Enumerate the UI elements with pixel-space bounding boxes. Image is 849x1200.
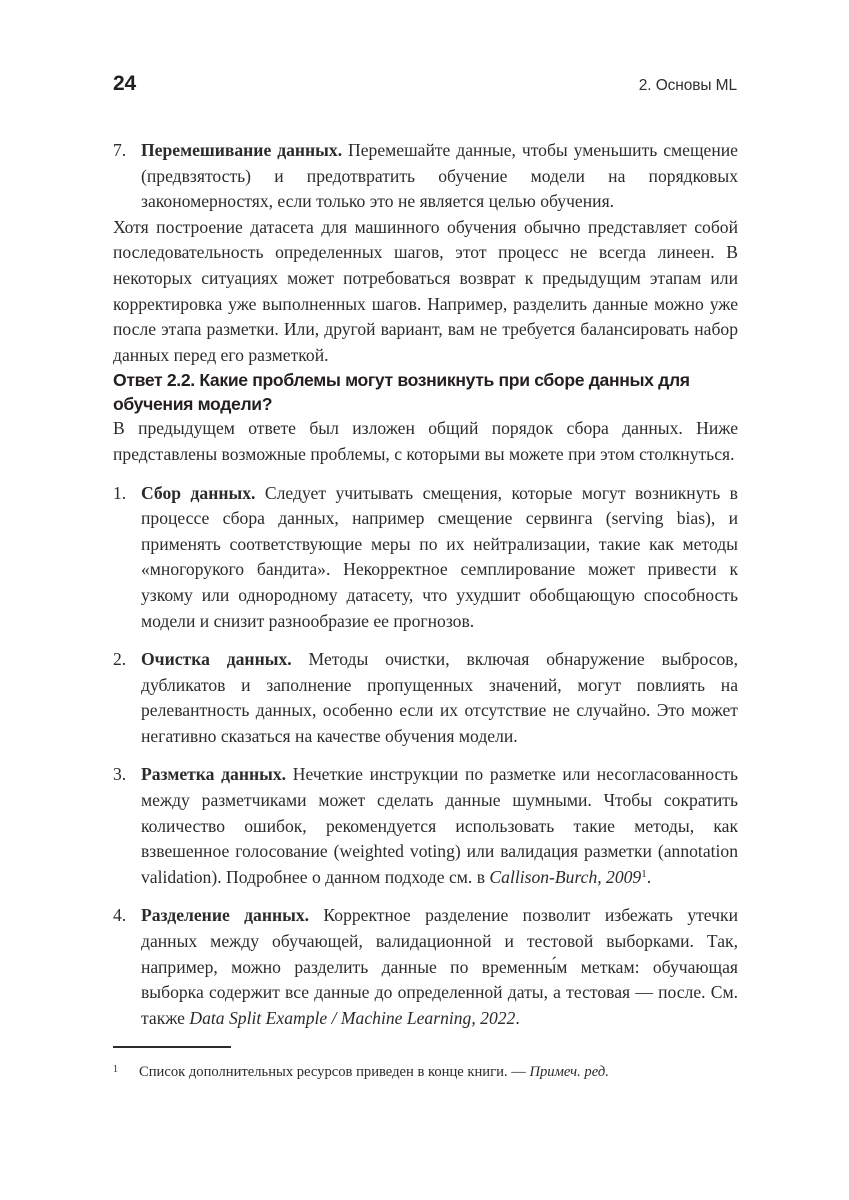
citation-reference: Callison-Burch, 2009 (489, 866, 642, 887)
table-row (113, 903, 738, 1031)
list-item-lead: Сбор данных. (141, 482, 256, 503)
text-column (113, 138, 738, 1031)
citation-reference: Data Split Example / Machine Learning, 2022 (189, 1007, 516, 1028)
list-item-text: Следует учитывать смещения, которые могут возникнуть в процессе сбора данных, например смещение сервинга (serving bias), и применять соответствующие меры по их нейтрализации, такие как методы «многорукого бандита». Некорректное семплирование может привести к узкому или однородному датасету, что ухудшит обобщающую способность модели и снизит разнообразие ее прогнозов. (141, 482, 738, 631)
footnote-number: 1 (113, 1063, 118, 1075)
list-item-text: Нечеткие инструкции по разметке или несогласованность между разметчиками может сделать данные шумными. Чтобы сократить количество ошибок, рекомендуется использовать такие методы, как взвешенное голосование (weighted voting) или валидация разметки (annotation validation). Подробнее о данном подходе см. в (141, 764, 738, 887)
list-item-number: 4. (113, 905, 127, 926)
list-item (113, 138, 738, 215)
footnote-separator-rule (113, 1046, 231, 1048)
list-item-number: 3. (113, 764, 127, 785)
footnote-entry (113, 1062, 738, 1082)
list-item-text: Методы очистки, включая обнаружение выбросов, дубликатов и заполнение пропущенных значений, могут повлиять на релевантность данных, особенно если их отсутствие не случайно. Это может негативно сказаться на качестве обучения модели. (141, 649, 739, 746)
problems-list (113, 481, 738, 1032)
footnote-text: Список дополнительных ресурсов приведен в конце книги. — (139, 1063, 530, 1080)
chapter-title: 2. Основы ML (638, 77, 737, 94)
table-row (113, 647, 738, 749)
footnote-attribution: Примеч. ред. (529, 1063, 609, 1080)
list-item-tail: . (515, 1007, 520, 1028)
footnote-marker[interactable]: 1 (641, 867, 647, 880)
section-intro-paragraph: В предыдущем ответе был изложен общий порядок сбора данных. Ниже представлены возможные проблемы, с которыми вы можете при этом столкнуться. (113, 418, 738, 464)
table-row (113, 762, 738, 890)
list-item-lead: Разделение данных. (141, 905, 310, 926)
continued-list (113, 138, 738, 215)
list-item-tail: . (646, 866, 652, 887)
list-item-number: 7. (113, 140, 127, 160)
list-item-text: Перемешайте данные, чтобы уменьшить смещение (предвзятость) и предотвратить обучение модели на порядковых закономерностях, если только это не является целью обучения. (141, 140, 738, 212)
list-item-number: 1. (113, 482, 127, 503)
section-heading: Ответ 2.2. Какие проблемы могут возникнуть при сборе данных для обучения модели? (113, 370, 690, 415)
page-number: 24 (113, 72, 136, 95)
list-item-lead: Перемешивание данных. (141, 140, 343, 160)
list-item-number: 2. (113, 649, 127, 670)
list-item-lead: Разметка данных. (141, 764, 287, 785)
table-row (113, 481, 738, 635)
list-item-text: Корректное разделение позволит избежать утечки данных между обучающей, валидационной и тестовой выборками. Так, например, можно разделить данные по временны́м меткам: обучающая выборка содержит все данные до определенной даты, а тестовая — после. См. также (141, 905, 738, 1028)
running-head (113, 72, 737, 100)
intro-paragraph: Хотя построение датасета для машинного обучения обычно представляет собой последовательность определенных шагов, этот процесс не всегда линеен. В некоторых ситуациях может потребоваться возврат к предыдущим этапам или корректировка уже выполненных шагов. Например, разделить данные можно уже после этапа разметки. Или, другой вариант, вам не требуется балансировать набор данных перед его разметкой. (113, 216, 738, 365)
list-item-lead: Очистка данных. (141, 649, 292, 670)
footnote-area (113, 1046, 738, 1082)
